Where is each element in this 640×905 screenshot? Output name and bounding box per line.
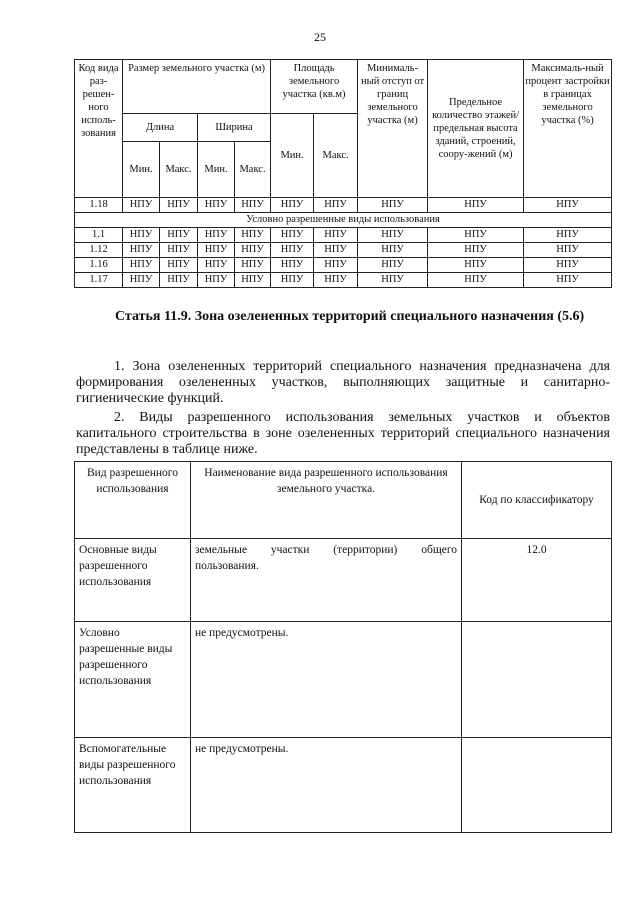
header-length-max: Макс.	[160, 142, 198, 198]
use-name-cell: земельные участки (территории) общего пользования.	[191, 539, 462, 622]
header-classifier-code: Код по классификатору	[462, 462, 612, 539]
value-cell: НПУ	[123, 273, 160, 288]
header-area-min: Мин.	[271, 114, 314, 198]
value-cell: НПУ	[198, 228, 235, 243]
table-row	[75, 622, 612, 738]
header-use-type: Вид разрешенного использования	[75, 462, 191, 539]
classifier-code-cell: 12.0	[462, 539, 612, 622]
value-cell: НПУ	[123, 198, 160, 213]
header-coverage: Максималь-ный процент застройки в границах земельного участка (%)	[524, 60, 612, 198]
table-row	[75, 228, 612, 243]
use-name-cell: не предусмотрены.	[191, 738, 462, 833]
land-parameters-table	[74, 59, 612, 288]
value-cell: НПУ	[235, 273, 271, 288]
header-setback: Минималь-ный отступ от границ земельного участка (м)	[358, 60, 428, 198]
value-cell: НПУ	[358, 273, 428, 288]
value-cell: НПУ	[271, 198, 314, 213]
value-cell: НПУ	[428, 258, 524, 273]
value-cell: НПУ	[235, 258, 271, 273]
value-cell: НПУ	[524, 198, 612, 213]
paragraph-permitted-uses: 2. Виды разрешенного использования земельных участков и объектов капитального строительства в зоне озелененных территорий специального назначения представлены в таблице ниже.	[76, 410, 610, 457]
value-cell: НПУ	[198, 243, 235, 258]
value-cell: НПУ	[524, 258, 612, 273]
page-number: 25	[314, 30, 326, 44]
use-code-cell: 1.12	[75, 243, 123, 258]
value-cell: НПУ	[358, 258, 428, 273]
value-cell: НПУ	[235, 198, 271, 213]
value-cell: НПУ	[198, 258, 235, 273]
use-code-cell: 1.1	[75, 228, 123, 243]
value-cell: НПУ	[358, 198, 428, 213]
header-width: Ширина	[198, 114, 271, 142]
value-cell: НПУ	[428, 273, 524, 288]
table-row	[75, 273, 612, 288]
table-row	[75, 258, 612, 273]
use-type-cell: Основные виды разрешенного использования	[75, 539, 191, 622]
value-cell: НПУ	[314, 273, 358, 288]
value-cell: НПУ	[428, 228, 524, 243]
value-cell: НПУ	[428, 198, 524, 213]
header-width-max: Макс.	[235, 142, 271, 198]
value-cell: НПУ	[235, 228, 271, 243]
use-type-cell: Вспомогательные виды разрешенного использования	[75, 738, 191, 833]
value-cell: НПУ	[524, 228, 612, 243]
classifier-code-cell	[462, 738, 612, 833]
header-length: Длина	[123, 114, 198, 142]
use-code-cell: 1.18	[75, 198, 123, 213]
section-row	[75, 213, 612, 228]
table-row	[75, 198, 612, 213]
table-row	[75, 738, 612, 833]
value-cell: НПУ	[123, 228, 160, 243]
header-code: Код вида раз-решен-ного исполь-зования	[75, 60, 123, 198]
value-cell: НПУ	[123, 258, 160, 273]
value-cell: НПУ	[314, 228, 358, 243]
table-row	[75, 539, 612, 622]
value-cell: НПУ	[123, 243, 160, 258]
value-cell: НПУ	[271, 228, 314, 243]
value-cell: НПУ	[160, 243, 198, 258]
header-area: Площадь земельного участка (кв.м)	[271, 60, 358, 114]
value-cell: НПУ	[314, 243, 358, 258]
section-label: Условно разрешенные виды использования	[75, 213, 612, 228]
value-cell: НПУ	[198, 198, 235, 213]
use-code-cell: 1.16	[75, 258, 123, 273]
value-cell: НПУ	[524, 273, 612, 288]
value-cell: НПУ	[314, 198, 358, 213]
header-use-name: Наименование вида разрешенного использования земельного участка.	[191, 462, 462, 539]
value-cell: НПУ	[160, 198, 198, 213]
value-cell: НПУ	[271, 243, 314, 258]
value-cell: НПУ	[160, 273, 198, 288]
value-cell: НПУ	[271, 273, 314, 288]
use-type-cell: Условно разрешенные виды разрешенного использования	[75, 622, 191, 738]
value-cell: НПУ	[198, 273, 235, 288]
permitted-uses-table	[74, 461, 612, 833]
value-cell: НПУ	[524, 243, 612, 258]
header-width-min: Мин.	[198, 142, 235, 198]
value-cell: НПУ	[358, 228, 428, 243]
value-cell: НПУ	[160, 258, 198, 273]
value-cell: НПУ	[428, 243, 524, 258]
header-size: Размер земельного участка (м)	[123, 60, 271, 114]
value-cell: НПУ	[358, 243, 428, 258]
use-code-cell: 1.17	[75, 273, 123, 288]
value-cell: НПУ	[160, 228, 198, 243]
value-cell: НПУ	[271, 258, 314, 273]
table-row	[75, 243, 612, 258]
value-cell: НПУ	[314, 258, 358, 273]
header-area-max: Макс.	[314, 114, 358, 198]
header-length-min: Мин.	[123, 142, 160, 198]
value-cell: НПУ	[235, 243, 271, 258]
paragraph-purpose: 1. Зона озелененных территорий специального назначения предназначена для формирования озелененных участков, выполняющих защитные и санитарно-гигиенические функций.	[76, 359, 610, 406]
classifier-code-cell	[462, 622, 612, 738]
use-name-cell: не предусмотрены.	[191, 622, 462, 738]
article-heading: Статья 11.9. Зона озелененных территорий специального назначения (5.6)	[115, 309, 585, 324]
header-floors: Предельное количество этажей/ предельная высота зданий, строений, соору-жений (м)	[428, 60, 524, 198]
